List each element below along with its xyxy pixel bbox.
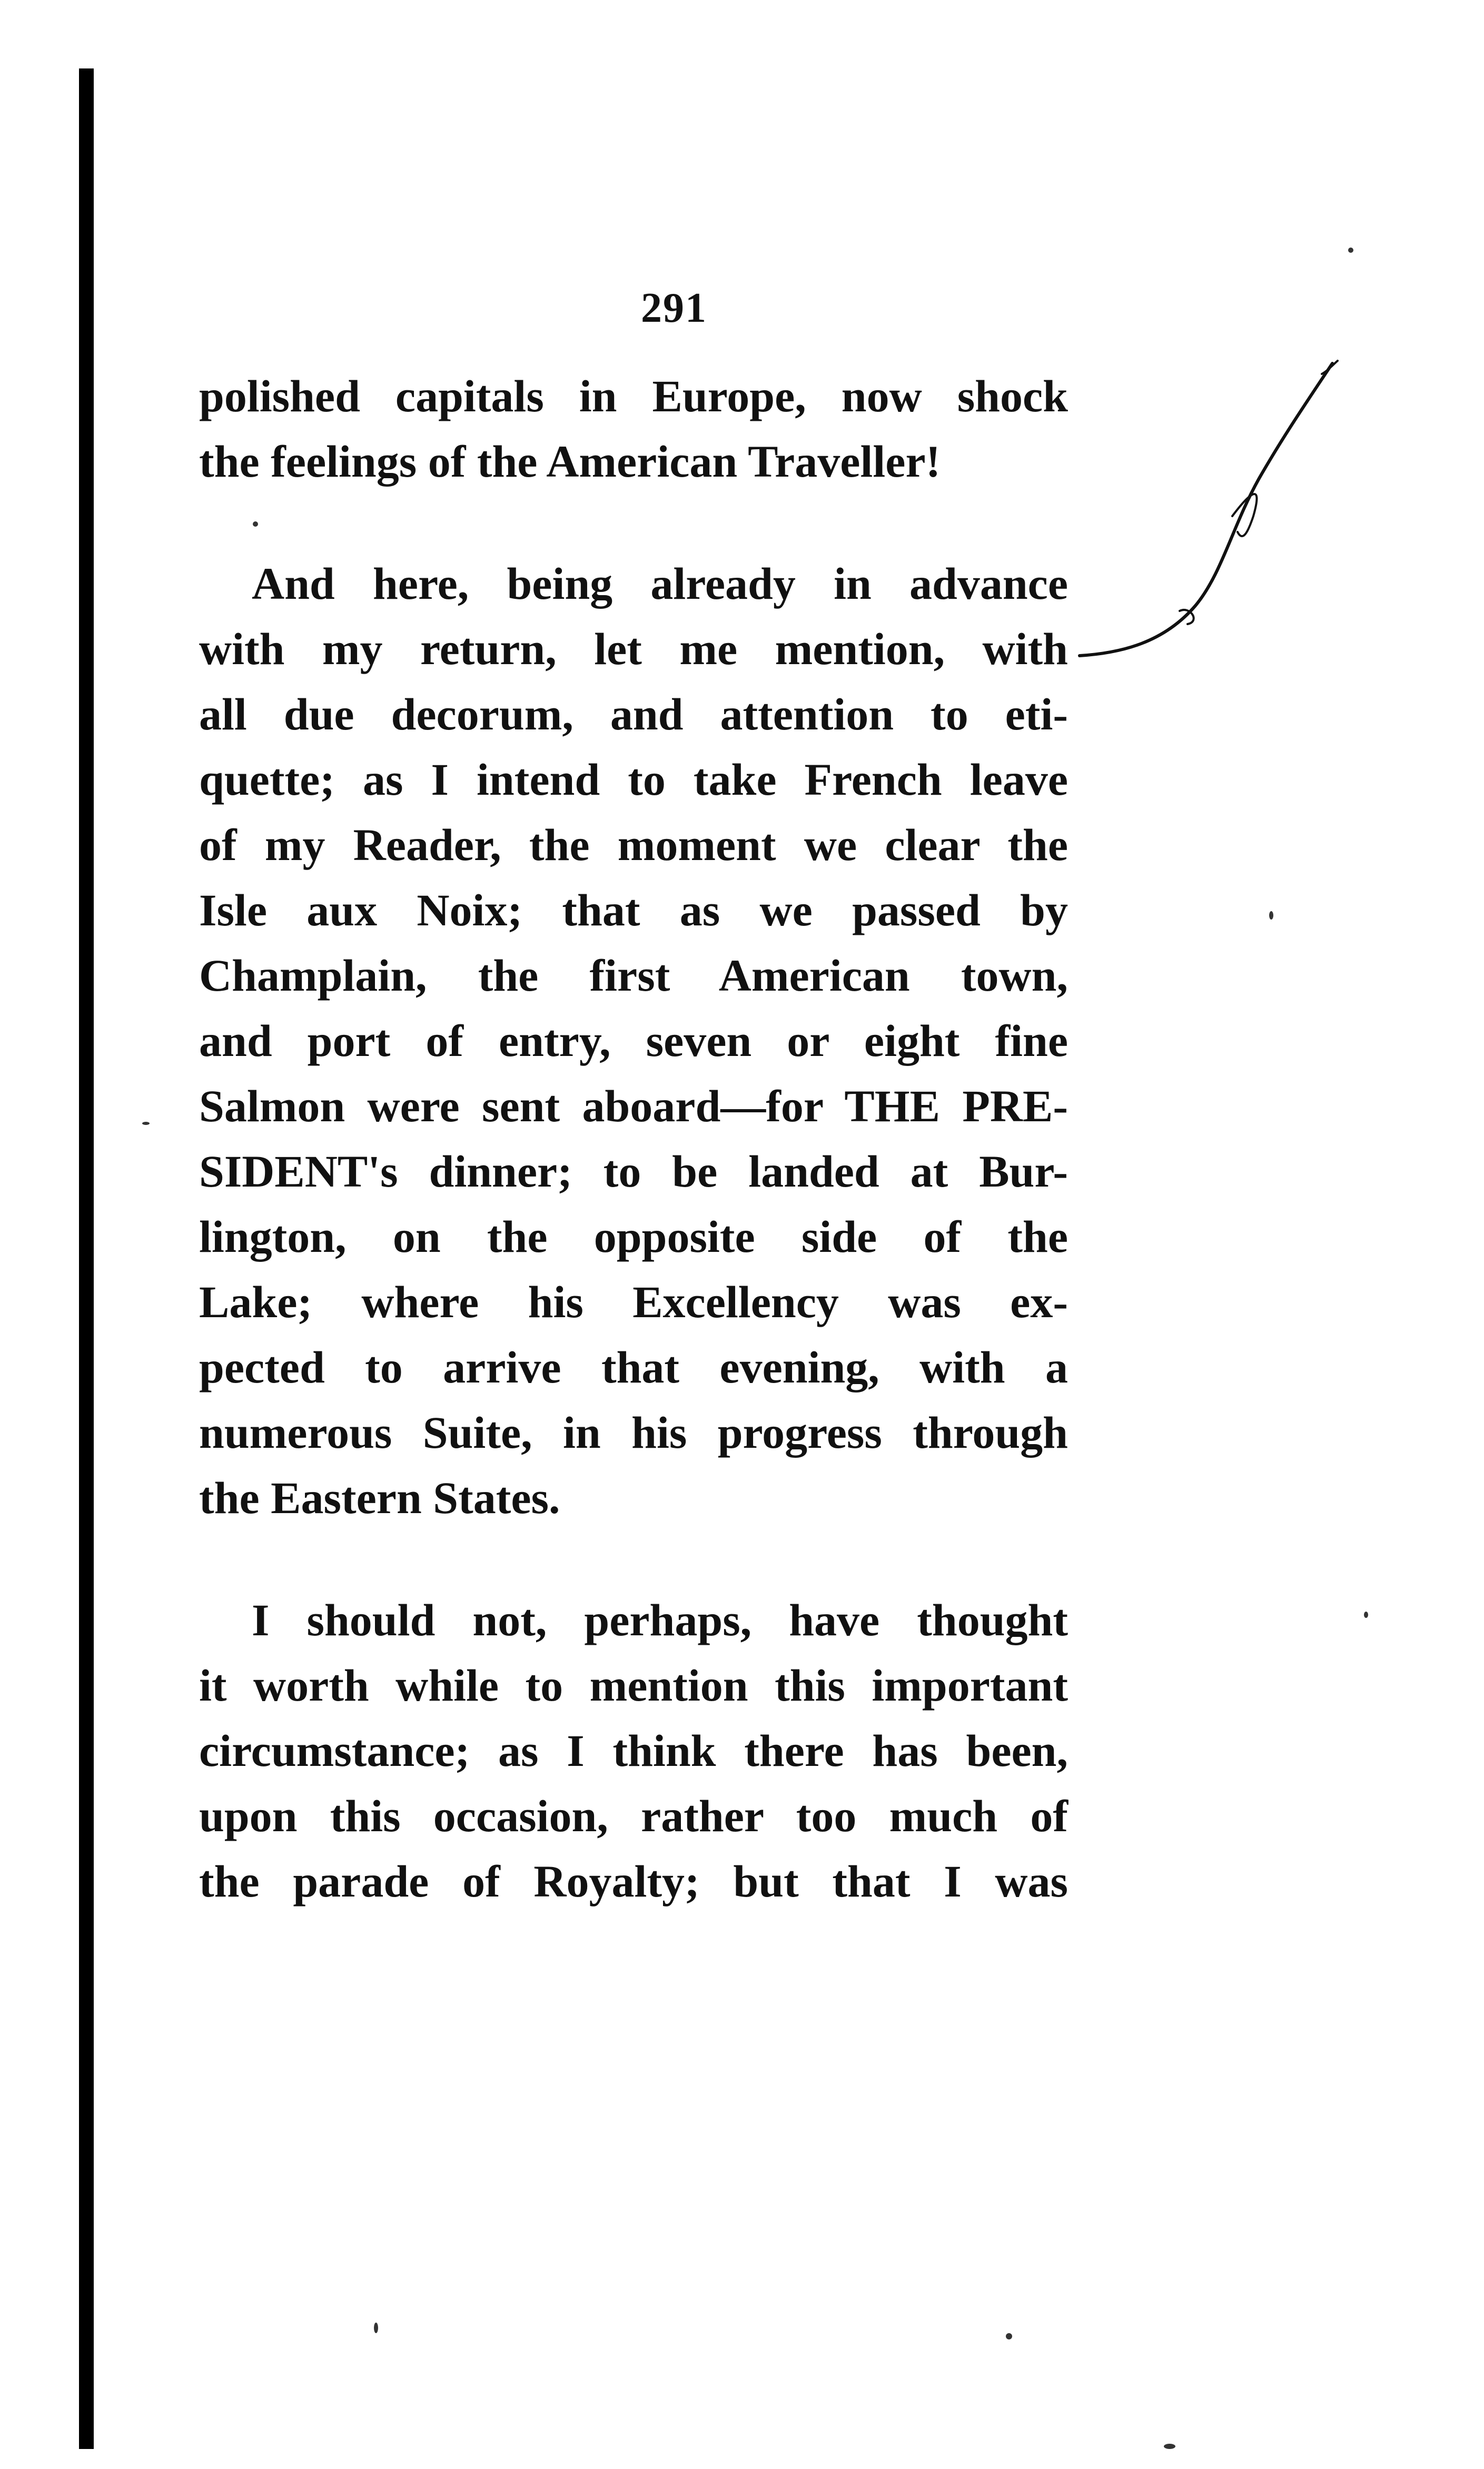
text-line: Lake; where his Excellency was ex- — [199, 1277, 1068, 1327]
scan-speck — [1364, 1612, 1368, 1618]
text-line: Salmon were sent aboard—for THE PRE- — [199, 1081, 1068, 1131]
text-line: the Eastern States. — [199, 1473, 560, 1523]
paragraph-2 — [199, 551, 1068, 1530]
paragraph-1 — [199, 363, 1068, 494]
text-line: numerous Suite, in his progress through — [199, 1407, 1068, 1458]
scan-speck — [1006, 2333, 1012, 2339]
scan-speck — [1164, 2444, 1175, 2449]
text-line: circumstance; as I think there has been, — [199, 1725, 1068, 1776]
body-text — [199, 363, 1068, 1914]
text-line: upon this occasion, rather too much of — [199, 1791, 1068, 1841]
text-line: of my Reader, the moment we clear the — [199, 819, 1068, 870]
text-line: Champlain, the first American town, — [199, 950, 1068, 1001]
text-line: it worth while to mention this important — [199, 1660, 1068, 1711]
scan-speck — [1348, 248, 1353, 253]
text-line: with my return, let me mention, with — [199, 624, 1068, 674]
text-line: quette; as I intend to take French leave — [199, 754, 1068, 805]
text-line: the parade of Royalty; but that I was — [199, 1856, 1068, 1907]
text-line: I should not, perhaps, have thought — [252, 1595, 1068, 1645]
text-line: SIDENT's dinner; to be landed at Bur- — [199, 1146, 1068, 1197]
scan-speck — [142, 1122, 150, 1125]
scan-speck — [1269, 911, 1273, 920]
text-line: lington, on the opposite side of the — [199, 1211, 1068, 1262]
binding-gutter-rule — [79, 68, 94, 2449]
text-line: And here, being already in advance — [252, 558, 1068, 609]
text-line: polished capitals in Europe, now shock — [199, 371, 1068, 421]
paragraph-3 — [199, 1587, 1068, 1914]
handwritten-pen-mark — [1074, 358, 1369, 685]
text-line: and port of entry, seven or eight fine — [199, 1015, 1068, 1066]
text-line: pected to arrive that evening, with a — [199, 1342, 1068, 1392]
text-line: the feelings of the American Traveller! — [199, 436, 941, 487]
scan-speck — [374, 2323, 378, 2333]
text-line: all due decorum, and attention to eti- — [199, 689, 1068, 739]
scan-speck — [253, 521, 258, 527]
text-line: Isle aux Noix; that as we passed by — [199, 885, 1068, 935]
page-number: 291 — [641, 285, 707, 331]
